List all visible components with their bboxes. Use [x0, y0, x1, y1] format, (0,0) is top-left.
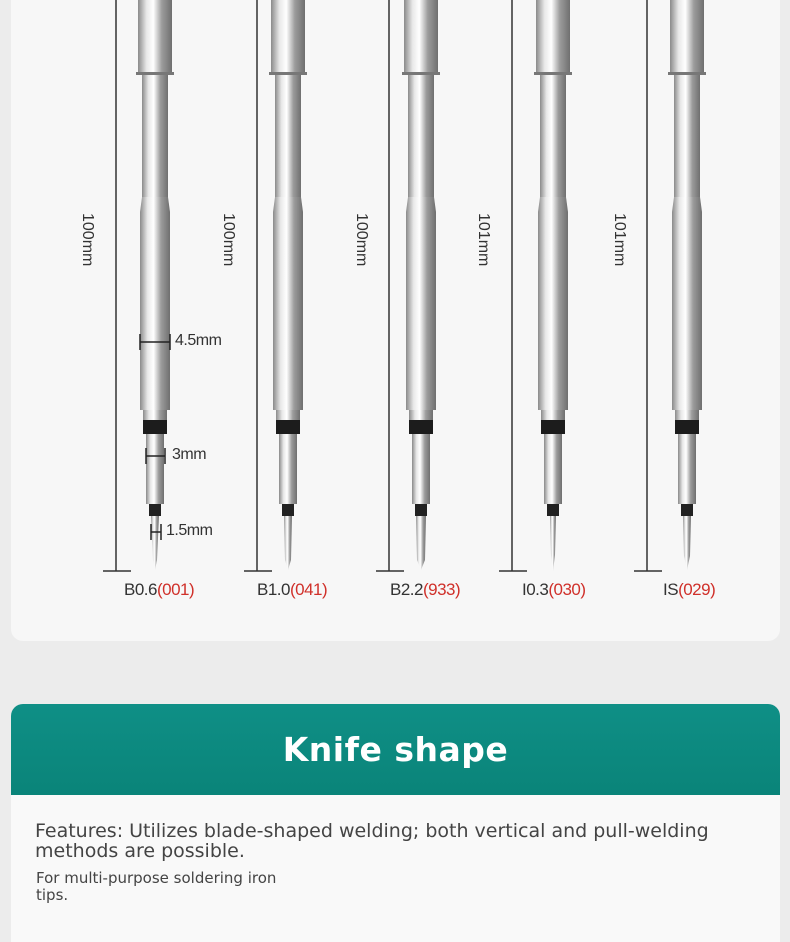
tip-code: (029)	[678, 580, 716, 599]
tip-code: (030)	[548, 580, 586, 599]
features-text: Features: Utilizes blade-shaped welding; both vertical and pull-welding methods are possible.	[35, 820, 709, 862]
tip-b06-illustration	[103, 0, 174, 571]
tip-is-illustration	[634, 0, 706, 571]
tip-i03-illustration	[499, 0, 572, 571]
tip-name-label	[124, 580, 194, 600]
tip-model: I0.3	[522, 580, 549, 599]
shaft-diameter-label: 4.5mm	[175, 332, 222, 349]
tip-code: (001)	[156, 580, 195, 599]
section-title: Knife shape	[282, 730, 509, 769]
tip-model: IS	[663, 580, 679, 599]
tip-name-label	[390, 580, 460, 600]
section-content	[11, 795, 780, 942]
tip-length-label: 101mm	[611, 213, 628, 267]
tip-diameter-label: 1.5mm	[166, 522, 213, 539]
tip-name-label	[257, 580, 327, 600]
tip-code: (933)	[422, 580, 461, 599]
tip-length-label: 100mm	[220, 213, 237, 267]
tip-b22-illustration	[376, 0, 440, 571]
section-header	[11, 704, 780, 795]
subtitle-text: For multi-purpose soldering iron tips.	[36, 869, 277, 904]
tip-name-label	[522, 580, 586, 600]
tip-code: (041)	[289, 580, 328, 599]
tip-length-label: 101mm	[475, 213, 492, 267]
mid-diameter-label: 3mm	[172, 446, 207, 463]
tip-model: B1.0	[257, 580, 290, 599]
tip-length-label: 100mm	[79, 213, 96, 267]
tip-b10-illustration	[244, 0, 307, 571]
tip-model: B0.6	[124, 580, 157, 599]
tip-model: B2.2	[390, 580, 423, 599]
tip-length-label: 100mm	[353, 213, 370, 267]
tip-name-label	[663, 580, 715, 600]
